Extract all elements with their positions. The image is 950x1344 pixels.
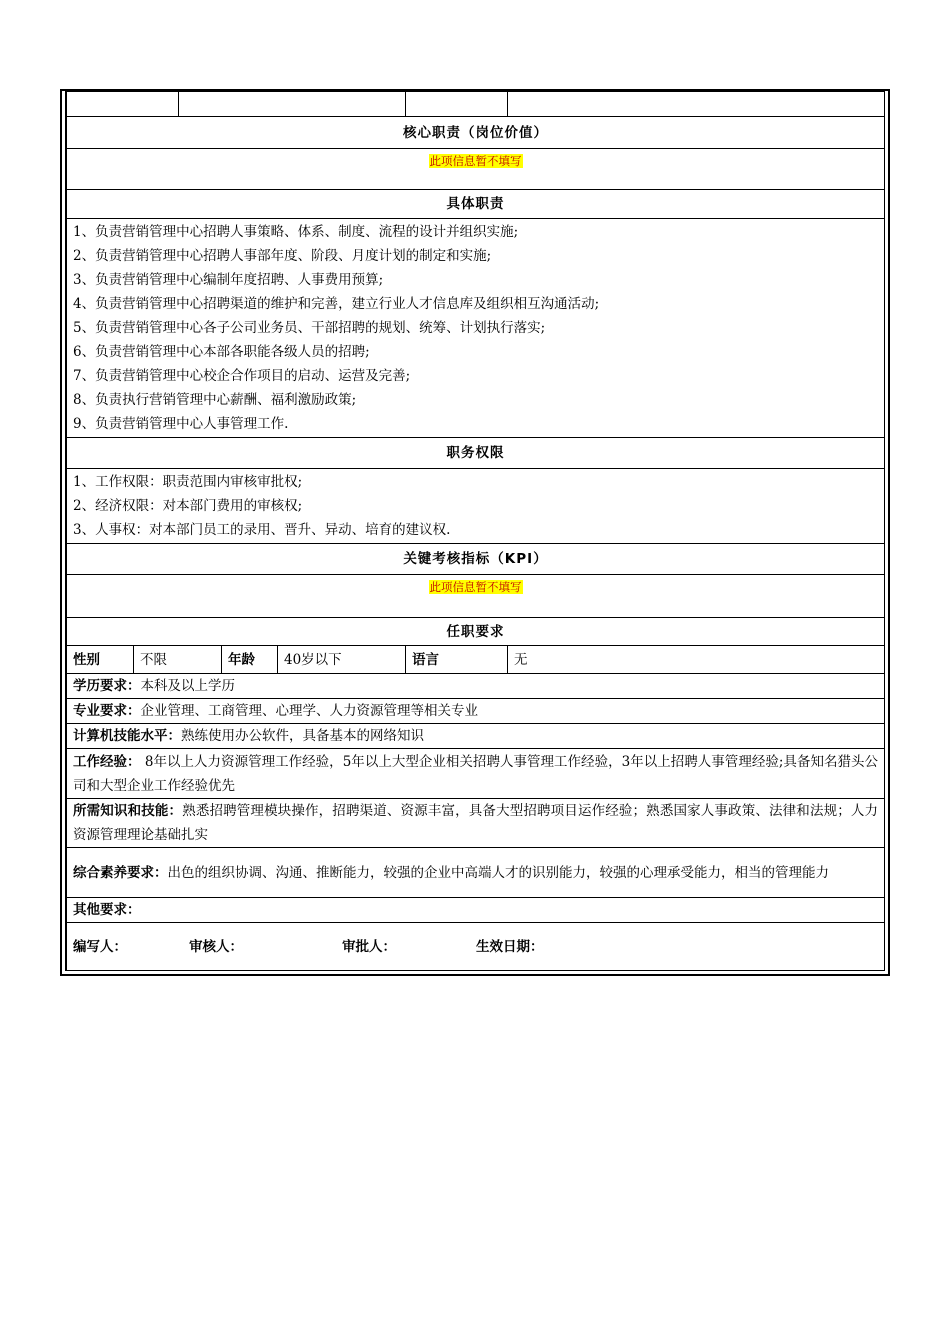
language-label: 语言 — [406, 646, 508, 674]
kpi-note: 此项信息暂不填写 — [429, 580, 522, 594]
top-cell-3 — [406, 92, 508, 117]
quality-value: 出色的组织协调、沟通、推断能力，较强的企业中高端人才的识别能力，较强的心理承受能力，相当的管理能力 — [167, 864, 829, 881]
computer-skills-value: 熟练使用办公软件，具备基本的网络知识 — [181, 728, 424, 744]
age-value: 40岁以下 — [278, 646, 406, 674]
knowledge-row — [67, 799, 885, 848]
experience-value: 8年以上人力资源管理工作经验，5年以上大型企业相关招聘人事管理工作经验，3年以上招聘人事管理经验;具备知名猎头公司和大型企业工作经验优先 — [73, 753, 879, 794]
duties-list — [67, 219, 885, 438]
duty-item: 5、负责营销管理中心各子公司业务员、干部招聘的规划、统筹、计划执行落实; — [73, 320, 546, 336]
approver-label: 审批人： — [342, 938, 396, 955]
section-title-authority: 职务权限 — [67, 438, 885, 469]
duty-item: 9、负责营销管理中心人事管理工作. — [73, 416, 289, 432]
signature-row — [67, 923, 885, 971]
section-title-core: 核心职责（岗位价值） — [67, 117, 885, 149]
quality-row — [67, 848, 885, 898]
section-title-duties: 具体职责 — [67, 190, 885, 219]
authority-item: 2、经济权限：对本部门费用的审核权; — [73, 498, 303, 514]
language-value: 无 — [508, 646, 885, 674]
effective-date-label: 生效日期： — [476, 938, 544, 955]
top-partial-row — [67, 92, 885, 117]
major-label: 专业要求： — [73, 703, 141, 719]
age-label: 年龄 — [222, 646, 278, 674]
core-note-cell — [67, 149, 885, 190]
core-note: 此项信息暂不填写 — [429, 154, 522, 168]
computer-skills-row — [67, 724, 885, 749]
top-cell-1 — [67, 92, 179, 117]
job-description-table — [66, 91, 885, 971]
other-requirements-row — [67, 898, 885, 923]
major-value: 企业管理、工商管理、心理学、人力资源管理等相关专业 — [140, 703, 478, 719]
author-label: 编写人： — [73, 938, 127, 955]
reviewer-label: 审核人： — [189, 938, 243, 955]
authority-item: 1、工作权限：职责范围内审核审批权; — [73, 474, 303, 490]
top-cell-4 — [508, 92, 885, 117]
gender-value: 不限 — [134, 646, 222, 674]
duty-item: 6、负责营销管理中心本部各职能各级人员的招聘; — [73, 344, 370, 360]
duty-item: 2、负责营销管理中心招聘人事部年度、阶段、月度计划的制定和实施; — [73, 248, 492, 264]
kpi-note-cell — [67, 575, 885, 618]
quality-label: 综合素养要求： — [73, 864, 168, 881]
experience-row — [67, 749, 885, 799]
section-title-requirements: 任职要求 — [67, 618, 885, 646]
authority-item: 3、人事权：对本部门员工的录用、晋升、异动、培育的建议权. — [73, 522, 451, 538]
basic-requirements-row — [67, 646, 885, 674]
gender-label: 性别 — [67, 646, 134, 674]
knowledge-value: 熟悉招聘管理模块操作，招聘渠道、资源丰富，具备大型招聘项目运作经验；熟悉国家人事政策、法律和法规；人力资源管理理论基础扎实 — [73, 803, 879, 843]
education-value: 本科及以上学历 — [140, 678, 235, 694]
education-label: 学历要求： — [73, 678, 141, 694]
section-title-kpi: 关键考核指标（KPI） — [67, 544, 885, 575]
top-cell-2 — [179, 92, 406, 117]
duty-item: 1、负责营销管理中心招聘人事策略、体系、制度、流程的设计并组织实施; — [73, 224, 519, 240]
education-row — [67, 674, 885, 699]
duty-item: 7、负责营销管理中心校企合作项目的启动、运营及完善; — [73, 368, 411, 384]
duty-item: 3、负责营销管理中心编制年度招聘、人事费用预算; — [73, 272, 384, 288]
duty-item: 8、负责执行营销管理中心薪酬、福利激励政策; — [73, 392, 357, 408]
computer-skills-label: 计算机技能水平： — [73, 728, 181, 744]
other-requirements-label: 其他要求： — [73, 902, 141, 918]
duty-item: 4、负责营销管理中心招聘渠道的维护和完善，建立行业人才信息库及组织相互沟通活动; — [73, 296, 600, 312]
major-row — [67, 699, 885, 724]
experience-label: 工作经验： — [73, 753, 141, 770]
authority-list — [67, 469, 885, 544]
knowledge-label: 所需知识和技能： — [73, 803, 183, 819]
